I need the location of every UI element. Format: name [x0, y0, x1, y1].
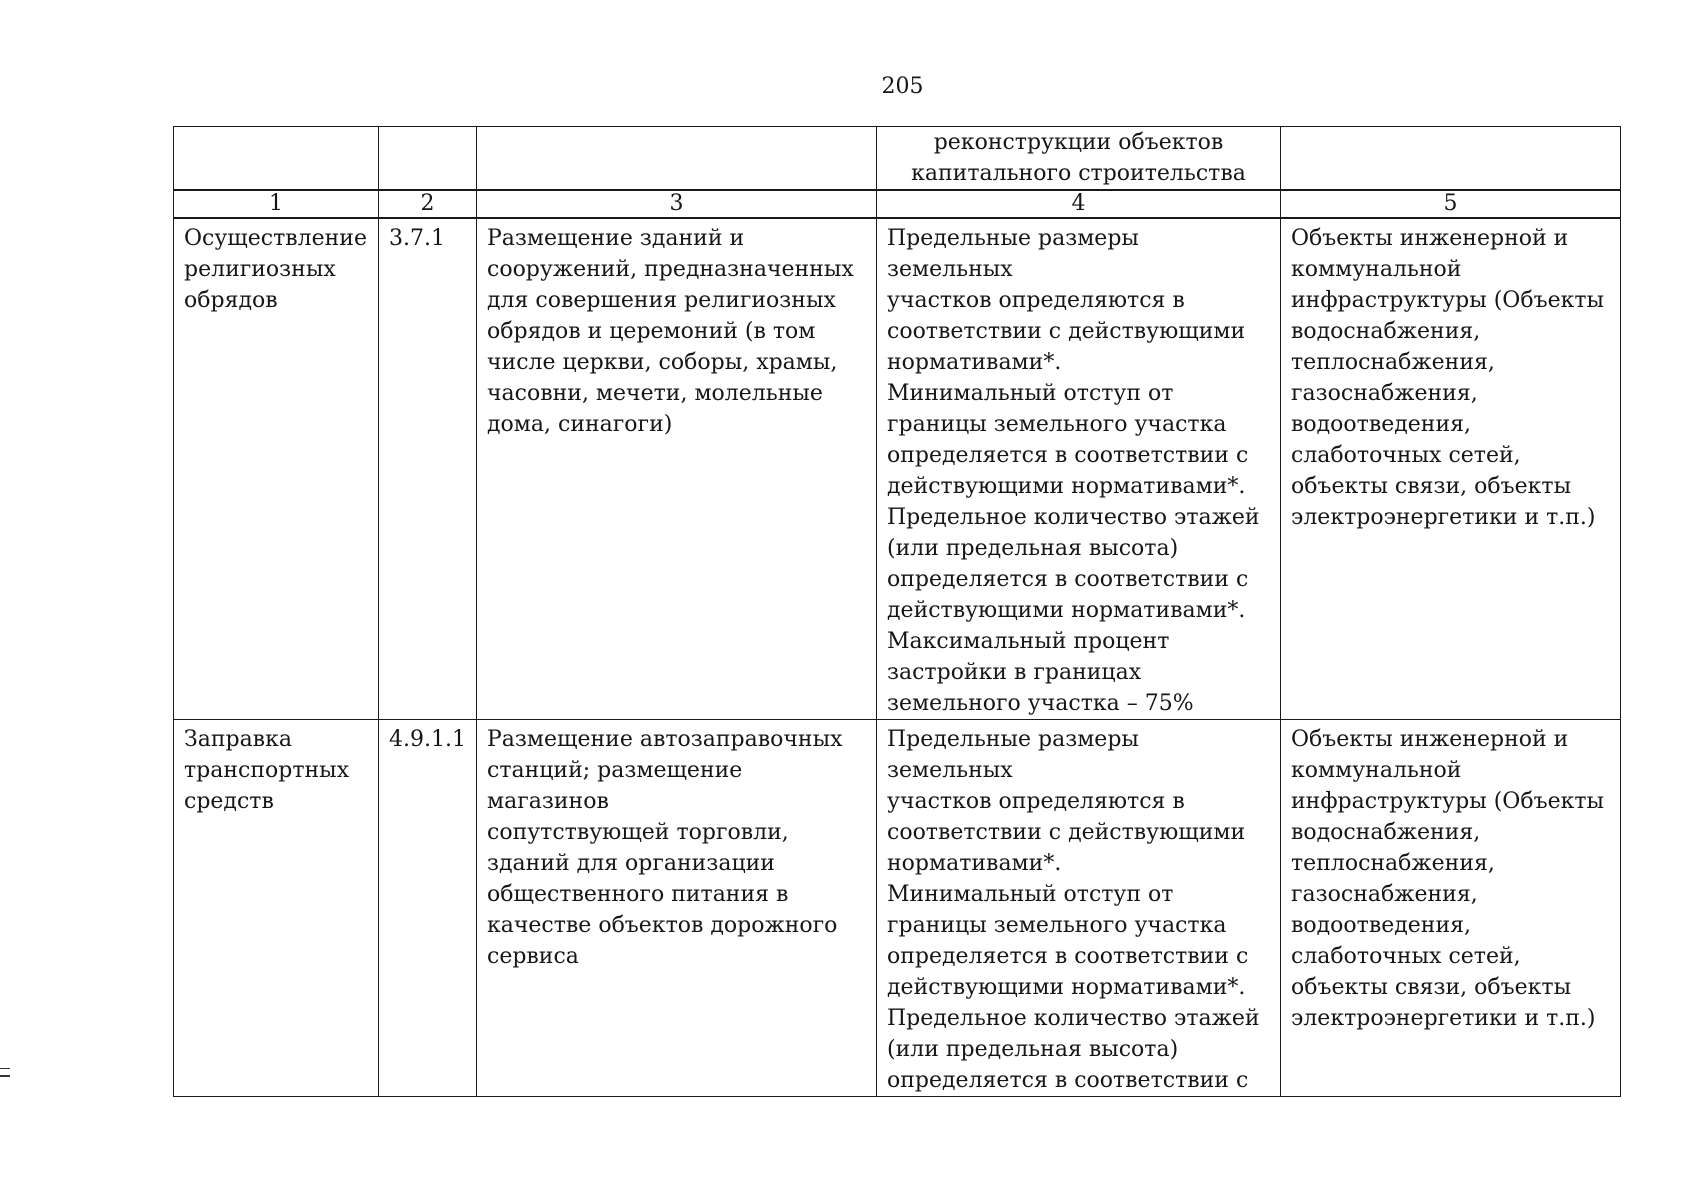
column-number-3: 3	[477, 190, 877, 218]
land-use-description: Размещение зданий и сооружений, предназначенных для совершения религиозных обрядов и церемоний (в том числе церкви, соборы, храмы, часовни, мечети, молельные дома, синагоги)	[477, 218, 877, 720]
auxiliary-uses: Объекты инженерной и коммунальной инфраструктуры (Объекты водоснабжения, теплоснабжения, газоснабжения, водоотведения, слаботочных сетей, объекты связи, объекты электроэнергетики и т.п.)	[1281, 218, 1621, 720]
land-use-regulations-table	[173, 126, 1621, 1097]
land-use-name: Осуществление религиозных обрядов	[174, 218, 379, 720]
continuation-cell-1	[174, 127, 379, 191]
table-row	[174, 720, 1621, 1097]
column-number-4: 4	[877, 190, 1281, 218]
column-number-5: 5	[1281, 190, 1621, 218]
page-number: 205	[881, 74, 924, 99]
scan-margin-mark	[0, 1068, 10, 1090]
column-number-row	[174, 190, 1621, 218]
continuation-cell-2	[379, 127, 477, 191]
table-row	[174, 218, 1621, 720]
column-number-2: 2	[379, 190, 477, 218]
land-use-code: 4.9.1.1	[379, 720, 477, 1097]
continuation-cell-4: реконструкции объектов капитального строительства	[877, 127, 1281, 191]
continuation-cell-5	[1281, 127, 1621, 191]
land-use-name: Заправка транспортных средств	[174, 720, 379, 1097]
continuation-row	[174, 127, 1621, 191]
column-number-1: 1	[174, 190, 379, 218]
land-use-code: 3.7.1	[379, 218, 477, 720]
land-use-parameters: Предельные размеры земельных участков определяются в соответствии с действующими нормативами*. Минимальный отступ от границы земельного участка определяется в соответствии с действующими нормативами*. Предельное количество этажей (или предельная высота) определяется в соответствии с действующими нормативами*. Максимальный процент застройки в границах земельного участка – 75%	[877, 218, 1281, 720]
continuation-cell-3	[477, 127, 877, 191]
land-use-description: Размещение автозаправочных станций; размещение магазинов сопутствующей торговли, зданий для организации общественного питания в качестве объектов дорожного сервиса	[477, 720, 877, 1097]
auxiliary-uses: Объекты инженерной и коммунальной инфраструктуры (Объекты водоснабжения, теплоснабжения, газоснабжения, водоотведения, слаботочных сетей, объекты связи, объекты электроэнергетики и т.п.)	[1281, 720, 1621, 1097]
land-use-parameters: Предельные размеры земельных участков определяются в соответствии с действующими нормативами*. Минимальный отступ от границы земельного участка определяется в соответствии с действующими нормативами*. Предельное количество этажей (или предельная высота) определяется в соответствии с	[877, 720, 1281, 1097]
